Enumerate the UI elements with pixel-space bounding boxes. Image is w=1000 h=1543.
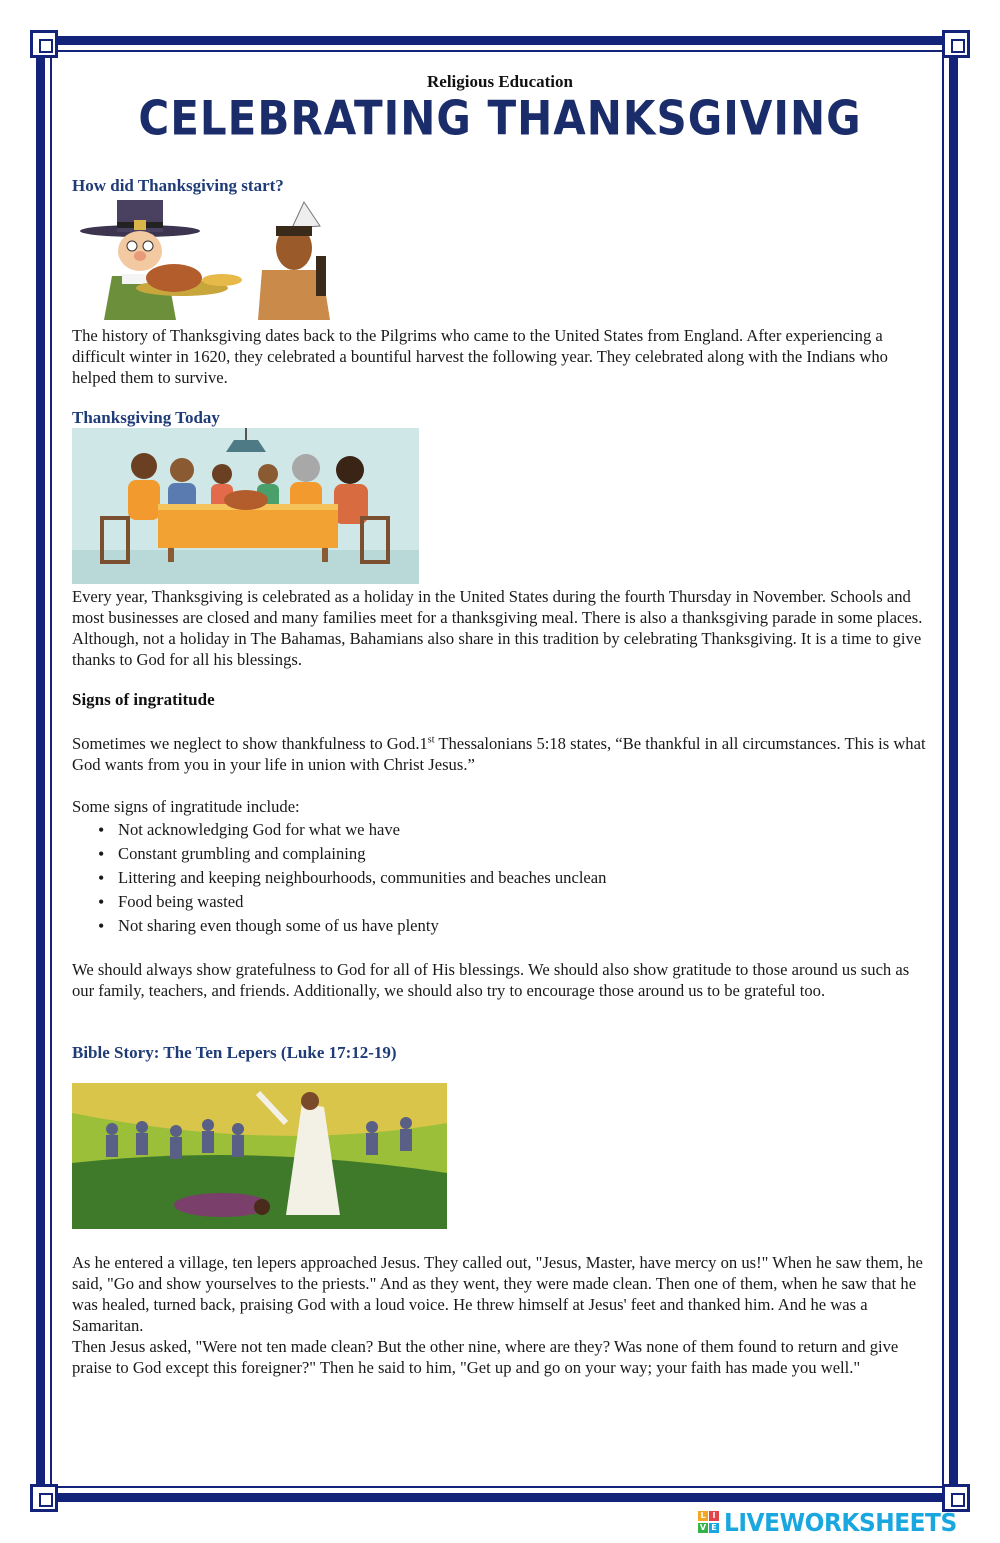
- paragraph-history: The history of Thanksgiving dates back to the Pilgrims who came to the United States from England. After experiencing a difficult winter in 1620, they celebrated a bountiful harvest the following year. They celebrated along with the Indians who helped them to survive.: [72, 326, 888, 387]
- page-title: CELEBRATING THANKSGIVING: [138, 91, 862, 146]
- border-corner-ornament: [30, 1484, 58, 1512]
- heading-signs-of-ingratitude: Signs of ingratitude: [72, 690, 215, 709]
- brand-name: LIVEWORKSHEETS: [724, 1508, 957, 1537]
- list-intro: Some signs of ingratitude include:: [72, 797, 300, 816]
- heading-thanksgiving-today: Thanksgiving Today: [72, 408, 220, 427]
- pilgrim-and-native-american-icon: [72, 196, 344, 320]
- ingratitude-list: [72, 818, 918, 938]
- list-item: • Not sharing even though some of us have plenty: [118, 914, 918, 938]
- paragraph-gratitude: We should always show gratefulness to God for all of His blessings. We should also show gratitude to those around us such as our family, teachers, and friends. Additionally, we should also try to encourage those around us to be grateful too.: [72, 960, 910, 1000]
- bible-story-text: As he entered a village, ten lepers approached Jesus. They called out, "Jesus, Master, have mercy on us!" When he saw them, he said, "Go and show yourselves to the priests." And as they went, they were made clean. Then one of them, when he saw that he was healed, turned back, praising God with a loud voice. He threw himself at Jesus' feet and thanked him. And he was a Samaritan. Then Jesus asked, "Were not ten made clean? But the other nine, where are they? Was none of them found to return and give praise to God except this foreigner?" Then he said to him, "Get up and go on your way; your faith has made you well.": [72, 1253, 923, 1377]
- subject-label: Religious Education: [427, 72, 573, 91]
- heading-bible-story: Bible Story: The Ten Lepers (Luke 17:12-19): [72, 1043, 397, 1062]
- list-item: • Not acknowledging God for what we have: [118, 818, 918, 842]
- border-corner-ornament: [942, 30, 970, 58]
- liveworksheets-icon: L I V E: [698, 1511, 720, 1535]
- jesus-and-lepers-painting-icon: [72, 1083, 447, 1229]
- list-item: • Littering and keeping neighbourhoods, communities and beaches unclean: [118, 866, 918, 890]
- liveworksheets-logo: [698, 1508, 998, 1538]
- list-item: • Constant grumbling and complaining: [118, 842, 918, 866]
- border-corner-ornament: [30, 30, 58, 58]
- paragraph-today: Every year, Thanksgiving is celebrated as a holiday in the United States during the fourth Thursday in November. Schools and most businesses are closed and many families meet for a thanksgiving meal. There is also a thanksgiving parade in some places. Although, not a holiday in The Bahamas, Bahamians also share in this tradition by celebrating Thanksgiving. It is a time to give thanks to God for all his blessings.: [72, 587, 923, 669]
- heading-how-it-started: How did Thanksgiving start?: [72, 176, 284, 195]
- paragraph-thessalonians: Sometimes we neglect to show thankfulness to God.1st Thessalonians 5:18 states, “Be thankful in all circumstances. This is what God wants from you in your life in union with Christ Jesus.”: [72, 734, 926, 774]
- list-item: • Food being wasted: [118, 890, 918, 914]
- family-dinner-icon: [72, 428, 419, 584]
